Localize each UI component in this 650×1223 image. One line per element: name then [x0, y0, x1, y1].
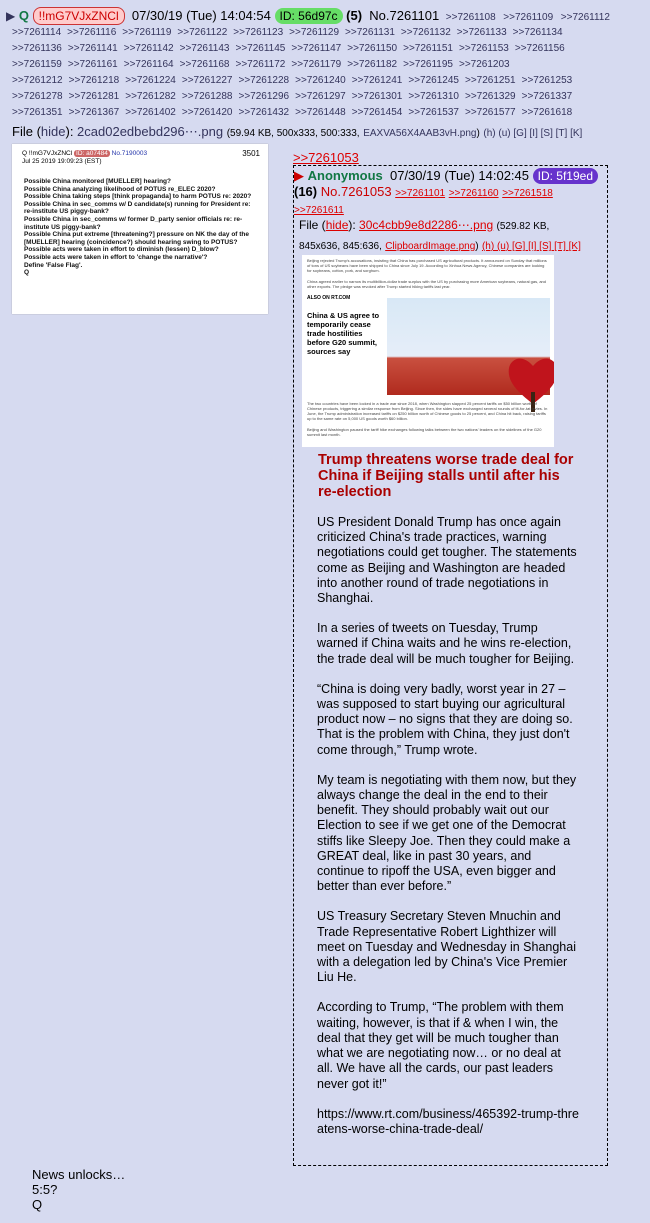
- file-name-link[interactable]: 30c4cbb9e8d2286⋯.png: [359, 218, 494, 232]
- message-line: News unlocks…: [32, 1167, 126, 1182]
- original-file-name[interactable]: ClipboardImage.png: [385, 241, 476, 252]
- thumb-id: ID: a07484: [76, 150, 108, 157]
- article-paragraph: My team is negotiating with them now, but they always change the deal in the end to their benefit. They should probably wait out our Election to see if we get one of the Democrat stiffs like Sleepy Joe. Then they could make a GREAT deal, like in past 30 years, and continue to ripoff the USA, even bigger and better than ever before.”: [317, 772, 577, 894]
- also-label: ALSO ON RT.COM: [307, 295, 351, 301]
- reply-link[interactable]: >>7261253: [521, 75, 573, 86]
- reply-link[interactable]: >>7261142: [123, 43, 174, 54]
- thumb-line: Possible China analyzing likelihood of POTUS re_ELEC 2020?: [24, 185, 216, 193]
- file-label: File: [299, 218, 319, 232]
- reply-link[interactable]: >>7261164: [123, 59, 174, 70]
- reply-link[interactable]: >>7261301: [351, 91, 403, 102]
- thumb-line: Possible China in sec_comms w/ former D_party senior officials re: re-institute US piggy-bank?: [24, 215, 243, 231]
- thumbnail-header: [22, 150, 260, 166]
- reply-link[interactable]: >>7261245: [408, 75, 459, 86]
- reply-link[interactable]: >>7261337: [521, 91, 573, 102]
- quoted-post-link[interactable]: >>7261053: [293, 150, 359, 165]
- reply-link[interactable]: >>7261203: [459, 59, 510, 70]
- file-name-link[interactable]: 2cad02edbebd296⋯.png: [77, 124, 224, 139]
- thumb-line: Possible China monitored [MUELLER] hearing?: [24, 178, 171, 185]
- article-paragraph: US President Donald Trump has once again criticized China's trade practices, warning negotiations could get tougher. The statements come as Beijing and Washington are headed into another round of trade negotiations in Shanghai.: [317, 515, 577, 606]
- reply-link[interactable]: >>7261133: [456, 27, 507, 38]
- reply-link[interactable]: >>7261281: [68, 91, 120, 102]
- reply-link[interactable]: >>7261228: [238, 75, 290, 86]
- reply-link[interactable]: >>7261224: [125, 75, 176, 86]
- poster-id-badge[interactable]: ID: 5f19ed: [533, 168, 598, 184]
- file-meta: (59.94 KB, 500x333, 500:333,: [226, 128, 360, 139]
- file-info: File (hide): 2cad02edbebd296⋯.png (59.94 KB, 500x333, 500:333, EAXVA56X4AAB3vH.png) (h) (u) [G] [I] [S] [T] [K]: [12, 124, 583, 139]
- reply-link[interactable]: >>7261432: [238, 107, 290, 118]
- post-number[interactable]: No.7261053: [320, 184, 392, 199]
- thumb-no: No.7190003: [111, 150, 148, 157]
- thumb-line: Q: [24, 269, 30, 277]
- article-paragraph: US Treasury Secretary Steven Mnuchin and Trade Representative Robert Lighthizer will meet on Tuesday and Wednesday in Shanghai with a delegation led by China's Vice Premier Liu He.: [317, 909, 576, 985]
- file-info: File (hide): 30c4cbb9e8d2286⋯.png (529.82 KB, 845x636, 845:636, ClipboardImage.png) (h) (u) [G] [I] [S] [T] [K]: [299, 218, 581, 252]
- reply-link[interactable]: >>7261161: [67, 59, 118, 70]
- reply-link[interactable]: >>7261296: [238, 91, 290, 102]
- original-file-name[interactable]: EAXVA56X4AAB3vH.png: [363, 128, 477, 139]
- reply-link[interactable]: >>7261109: [503, 12, 554, 23]
- file-meta: (529.82 KB,: [496, 221, 550, 232]
- thumb-line: Possible China in sec_comms w/ D candidate(s) running for President re: re-institute US piggy-bank?: [24, 200, 251, 216]
- article-paragraph: According to Trump, “The problem with them waiting, however, is that if & when I win, the deal that they get will be much tougher than what we are negotiating now… or no deal at all. We have all the cards, our past leaders never got it!”: [317, 1000, 564, 1091]
- article-paragraph: “China is doing very badly, worst year in 27 – was supposed to start buying our agricultural product now – no signs that they are doing so. That is the problem with China, they just don't come through,” Trump wrote.: [317, 681, 573, 757]
- post-header: [6, 7, 610, 25]
- thumb-line: Define 'False Flag'.: [24, 261, 83, 269]
- image-text: Beijing and Washington paused the tariff hike exchanges following talks between the two nations' leaders on the sidelines of the G20 summit last month.: [307, 427, 542, 437]
- quoted-post-header: [294, 168, 604, 218]
- reply-link[interactable]: >>7261132: [400, 27, 451, 38]
- file-actions[interactable]: (h) (u) [G] [I] [S] [T] [K]: [481, 241, 581, 252]
- reply-link[interactable]: >>7261101: [395, 188, 446, 199]
- reply-link[interactable]: >>7261251: [465, 75, 516, 86]
- post-count: (16): [294, 184, 318, 199]
- reply-link[interactable]: >>7261129: [289, 27, 340, 38]
- reply-link[interactable]: >>7261143: [179, 43, 230, 54]
- reply-link[interactable]: >>7261141: [67, 43, 118, 54]
- reply-link[interactable]: >>7261240: [295, 75, 346, 86]
- poster-id-badge[interactable]: ID: 56d97c: [275, 8, 343, 24]
- post-number[interactable]: No.7261101: [369, 8, 440, 23]
- reply-link[interactable]: >>7261577: [465, 107, 516, 118]
- post-date: 07/30/19 (Tue) 14:02:45: [389, 168, 529, 183]
- related-article-box: [307, 295, 382, 375]
- message-line: Q: [32, 1197, 43, 1212]
- heart-tree-photo: [387, 298, 550, 395]
- reply-links-row: [12, 27, 569, 38]
- reply-link[interactable]: >>7261282: [125, 91, 176, 102]
- image-text: The two countries have been locked in a trade war since 2018, when Washington slapped 25 percent tariffs on $50 billion worth of Chinese products, triggering a similar response from Beijing. Since then, the sides have exchanged several rounds of tit-for-tat levies. In June, the Trump administration increased tariffs on $250 billion worth of Chinese goods to 25 percent, and China hit back, raising tariffs up to the same rate on 5,000 US goods worth $60 billion.: [307, 401, 548, 421]
- poster-name: Q: [18, 8, 29, 23]
- reply-link[interactable]: >>7261123: [233, 27, 284, 38]
- article-paragraph: In a series of tweets on Tuesday, Trump warned if China waits and he wins re-election, the trade deal will be much tougher for Beijing.: [317, 621, 575, 666]
- reply-link[interactable]: >>7261351: [12, 107, 63, 118]
- reply-links-row: [12, 43, 571, 54]
- reply-link[interactable]: >>7261151: [403, 43, 453, 54]
- reply-link[interactable]: >>7261402: [125, 107, 176, 118]
- thumb-line: Possible China taking steps [think propaganda] to harm POTUS re: 2020?: [24, 193, 252, 201]
- reply-link[interactable]: >>7261218: [68, 75, 120, 86]
- reply-links-row: [12, 75, 578, 86]
- reply-link[interactable]: >>7261227: [181, 75, 233, 86]
- reply-link[interactable]: >>7261241: [351, 75, 403, 86]
- reply-link[interactable]: >>7261448: [295, 107, 346, 118]
- reply-link[interactable]: >>7261122: [177, 27, 228, 38]
- reply-link[interactable]: >>7261145: [235, 43, 286, 54]
- reply-link[interactable]: >>7261134: [512, 27, 563, 38]
- thumb-line: Possible acts were taken in effort to diminish (lessen) D_blow?: [24, 246, 219, 254]
- reply-link[interactable]: >>7261618: [521, 107, 573, 118]
- reply-link[interactable]: >>7261108: [445, 12, 496, 23]
- thumb-line: Possible acts were taken in effort to 'change the narrative'?: [24, 253, 208, 261]
- reply-link[interactable]: >>7261160: [448, 188, 499, 199]
- tripcode: !!mG7VJxZNCl: [33, 7, 125, 25]
- reply-link[interactable]: >>7261153: [459, 43, 509, 54]
- article-title: Trump threatens worse trade deal for China if Beijing stalls until after his re-election: [318, 452, 574, 500]
- hide-link[interactable]: hide: [40, 124, 66, 139]
- reply-link[interactable]: >>7261136: [12, 43, 62, 54]
- reply-link[interactable]: >>7261611: [294, 205, 344, 216]
- related-headline: China & US agree to temporarily cease trade hostilities before G20 summit, sources say: [307, 311, 380, 356]
- reply-link[interactable]: >>7261156: [514, 43, 565, 54]
- post-count: (5): [346, 8, 363, 23]
- reply-links-row: [12, 59, 516, 70]
- article-url: https://www.rt.com/business/465392-trump-threatens-worse-china-trade-deal/: [317, 1106, 579, 1136]
- post-message: [32, 1167, 125, 1212]
- reply-link[interactable]: >>7261150: [347, 43, 398, 54]
- article-body: [317, 515, 579, 1152]
- reply-link[interactable]: >>7261454: [351, 107, 403, 118]
- reply-link[interactable]: >>7261172: [235, 59, 286, 70]
- image-text: China agreed earlier to narrow its multibillion-dollar trade surplus with the US by purchasing more American soybeans, natural gas, and other exports. The pledge was revoked after Trump started hiking tariffs last year.: [307, 279, 547, 289]
- reply-link[interactable]: >>7261537: [408, 107, 459, 118]
- thumb-date: Jul 25 2019 19:09:23 (EST): [22, 158, 102, 165]
- thumb-post-num: 3501: [242, 149, 260, 158]
- reply-link[interactable]: >>7261131: [345, 27, 395, 38]
- reply-link[interactable]: >>7261278: [12, 91, 63, 102]
- poster-name: Anonymous: [307, 168, 383, 183]
- reply-link[interactable]: >>7261168: [179, 59, 230, 70]
- reply-link[interactable]: >>7261212: [12, 75, 63, 86]
- image-text: Beijing rejected Trump's accusations, insisting that China has purchased US agricultural products. It announced on Sunday that millions of tons of US soybeans have been shipped to China since July 19. According to Xinhua News Agency, Chinese companies are looking for soybeans, cotton, pork, and sorghum.: [307, 258, 547, 273]
- reply-link[interactable]: >>7261288: [181, 91, 233, 102]
- reply-link[interactable]: >>7261114: [12, 27, 62, 38]
- reply-link[interactable]: >>7261420: [181, 107, 233, 118]
- reply-link[interactable]: >>7261297: [295, 91, 346, 102]
- post-image-thumbnail[interactable]: [12, 144, 268, 314]
- post-date: 07/30/19 (Tue) 14:04:54: [131, 8, 271, 23]
- reply-link[interactable]: >>7261310: [408, 91, 459, 102]
- reply-link[interactable]: >>7261329: [465, 91, 516, 102]
- reply-link[interactable]: >>7261182: [347, 59, 398, 70]
- reply-links-row: [12, 107, 578, 118]
- hide-link[interactable]: hide: [325, 218, 349, 232]
- reply-link[interactable]: >>7261159: [12, 59, 62, 70]
- reply-link[interactable]: >>7261195: [403, 59, 453, 70]
- thumb-poster: Q !!mG7VJxZNCl: [22, 150, 73, 157]
- post-image-thumbnail[interactable]: [302, 255, 554, 447]
- reply-link[interactable]: >>7261147: [291, 43, 342, 54]
- file-label: File: [12, 124, 33, 139]
- reply-link[interactable]: >>7261119: [122, 27, 172, 38]
- reply-link[interactable]: >>7261116: [67, 27, 117, 38]
- message-line: 5:5?: [32, 1182, 58, 1197]
- thumb-line: Possible China put extreme [threatening?] pressure on NK the day of the [MUELLER] hearing (coincidence?) should hearing swing to POTUS?: [24, 231, 250, 246]
- post-menu-arrow-icon[interactable]: ▶: [6, 9, 16, 23]
- reply-links-row: [12, 91, 578, 102]
- file-meta-2: 845x636, 845:636,: [299, 241, 382, 252]
- reply-link[interactable]: >>7261112: [560, 12, 610, 23]
- file-actions[interactable]: (h) (u) [G] [I] [S] [T] [K]: [483, 128, 583, 139]
- reply-link[interactable]: >>7261367: [68, 107, 120, 118]
- quoted-post: [293, 165, 608, 1166]
- reply-link[interactable]: >>7261518: [502, 188, 553, 199]
- thumbnail-message: [24, 178, 258, 277]
- reply-link[interactable]: >>7261179: [291, 59, 342, 70]
- post-menu-arrow-icon[interactable]: ▶: [294, 168, 304, 183]
